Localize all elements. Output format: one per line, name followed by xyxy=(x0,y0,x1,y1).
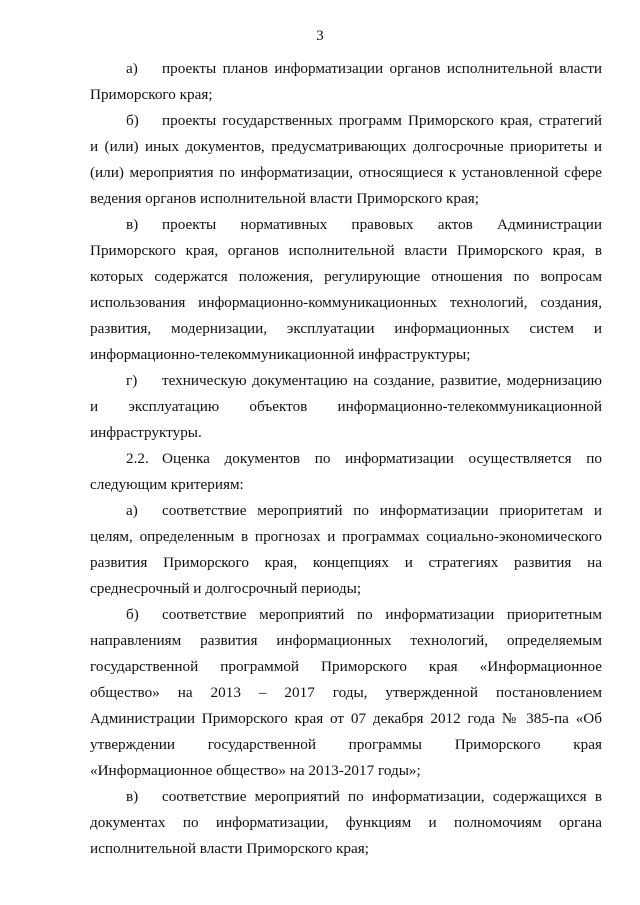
paragraph-marker: г) xyxy=(126,372,138,389)
paragraph-marker: а) xyxy=(126,60,138,77)
criteria-v xyxy=(90,784,602,862)
paragraph-text: соответствие мероприятий по информатизации, содержащихся в документах по информатизации, функциям и полномочиям органа исполнительной власти Приморского края; xyxy=(90,788,602,857)
paragraph-marker: б) xyxy=(126,112,139,129)
paragraph-text: проекты планов информатизации органов исполнительной власти Приморского края; xyxy=(90,60,602,103)
criteria-a xyxy=(90,498,602,602)
paragraph-text: соответствие мероприятий по информатизации приоритетам и целям, определенным в прогнозах и программах социально-экономического развития Приморского края, концепциях и стратегиях развития на среднесрочный и долгосрочный периоды; xyxy=(90,502,602,597)
paragraph-marker: 2.2. xyxy=(126,450,149,467)
paragraph-text: Оценка документов по информатизации осуществляется по следующим критериям: xyxy=(90,450,602,493)
paragraph-marker: в) xyxy=(126,216,139,233)
paragraph-v xyxy=(90,212,602,368)
paragraph-marker: в) xyxy=(126,788,139,805)
paragraph-text: техническую документацию на создание, развитие, модернизацию и эксплуатацию объектов информационно-телекоммуникационной инфраструктуры. xyxy=(90,372,602,441)
paragraph-g xyxy=(90,368,602,446)
paragraph-marker: б) xyxy=(126,606,139,623)
document-body xyxy=(90,56,602,862)
paragraph-a xyxy=(90,56,602,108)
paragraph-text: проекты государственных программ Приморского края, стратегий и (или) иных документов, предусматривающих долгосрочные приоритеты и (или) мероприятия по информатизации, относящиеся к установленной сфере ведения органов исполнительной власти Приморского края; xyxy=(90,112,602,207)
page-number: 3 xyxy=(316,28,324,44)
paragraph-2-2 xyxy=(90,446,602,498)
paragraph-b xyxy=(90,108,602,212)
paragraph-marker: а) xyxy=(126,502,138,519)
criteria-b xyxy=(90,602,602,784)
paragraph-text: проекты нормативных правовых актов Администрации Приморского края, органов исполнительной власти Приморского края, в которых содержатся положения, регулирующие отношения по вопросам использования информационно-коммуникационных технологий, создания, развития, модернизации, эксплуатации информационных систем и информационно-телекоммуникационной инфраструктуры; xyxy=(90,216,602,363)
paragraph-text: соответствие мероприятий по информатизации приоритетным направлениям развития информационных технологий, определяемым государственной программой Приморского края «Информационное общество» на 2013 – 2017 годы, утвержденной постановлением Администрации Приморского края от 07 декабря 2012 года № 385-па «Об утверждении государственной программы Приморского края «Информационное общество» на 2013-2017 годы»; xyxy=(90,606,602,779)
